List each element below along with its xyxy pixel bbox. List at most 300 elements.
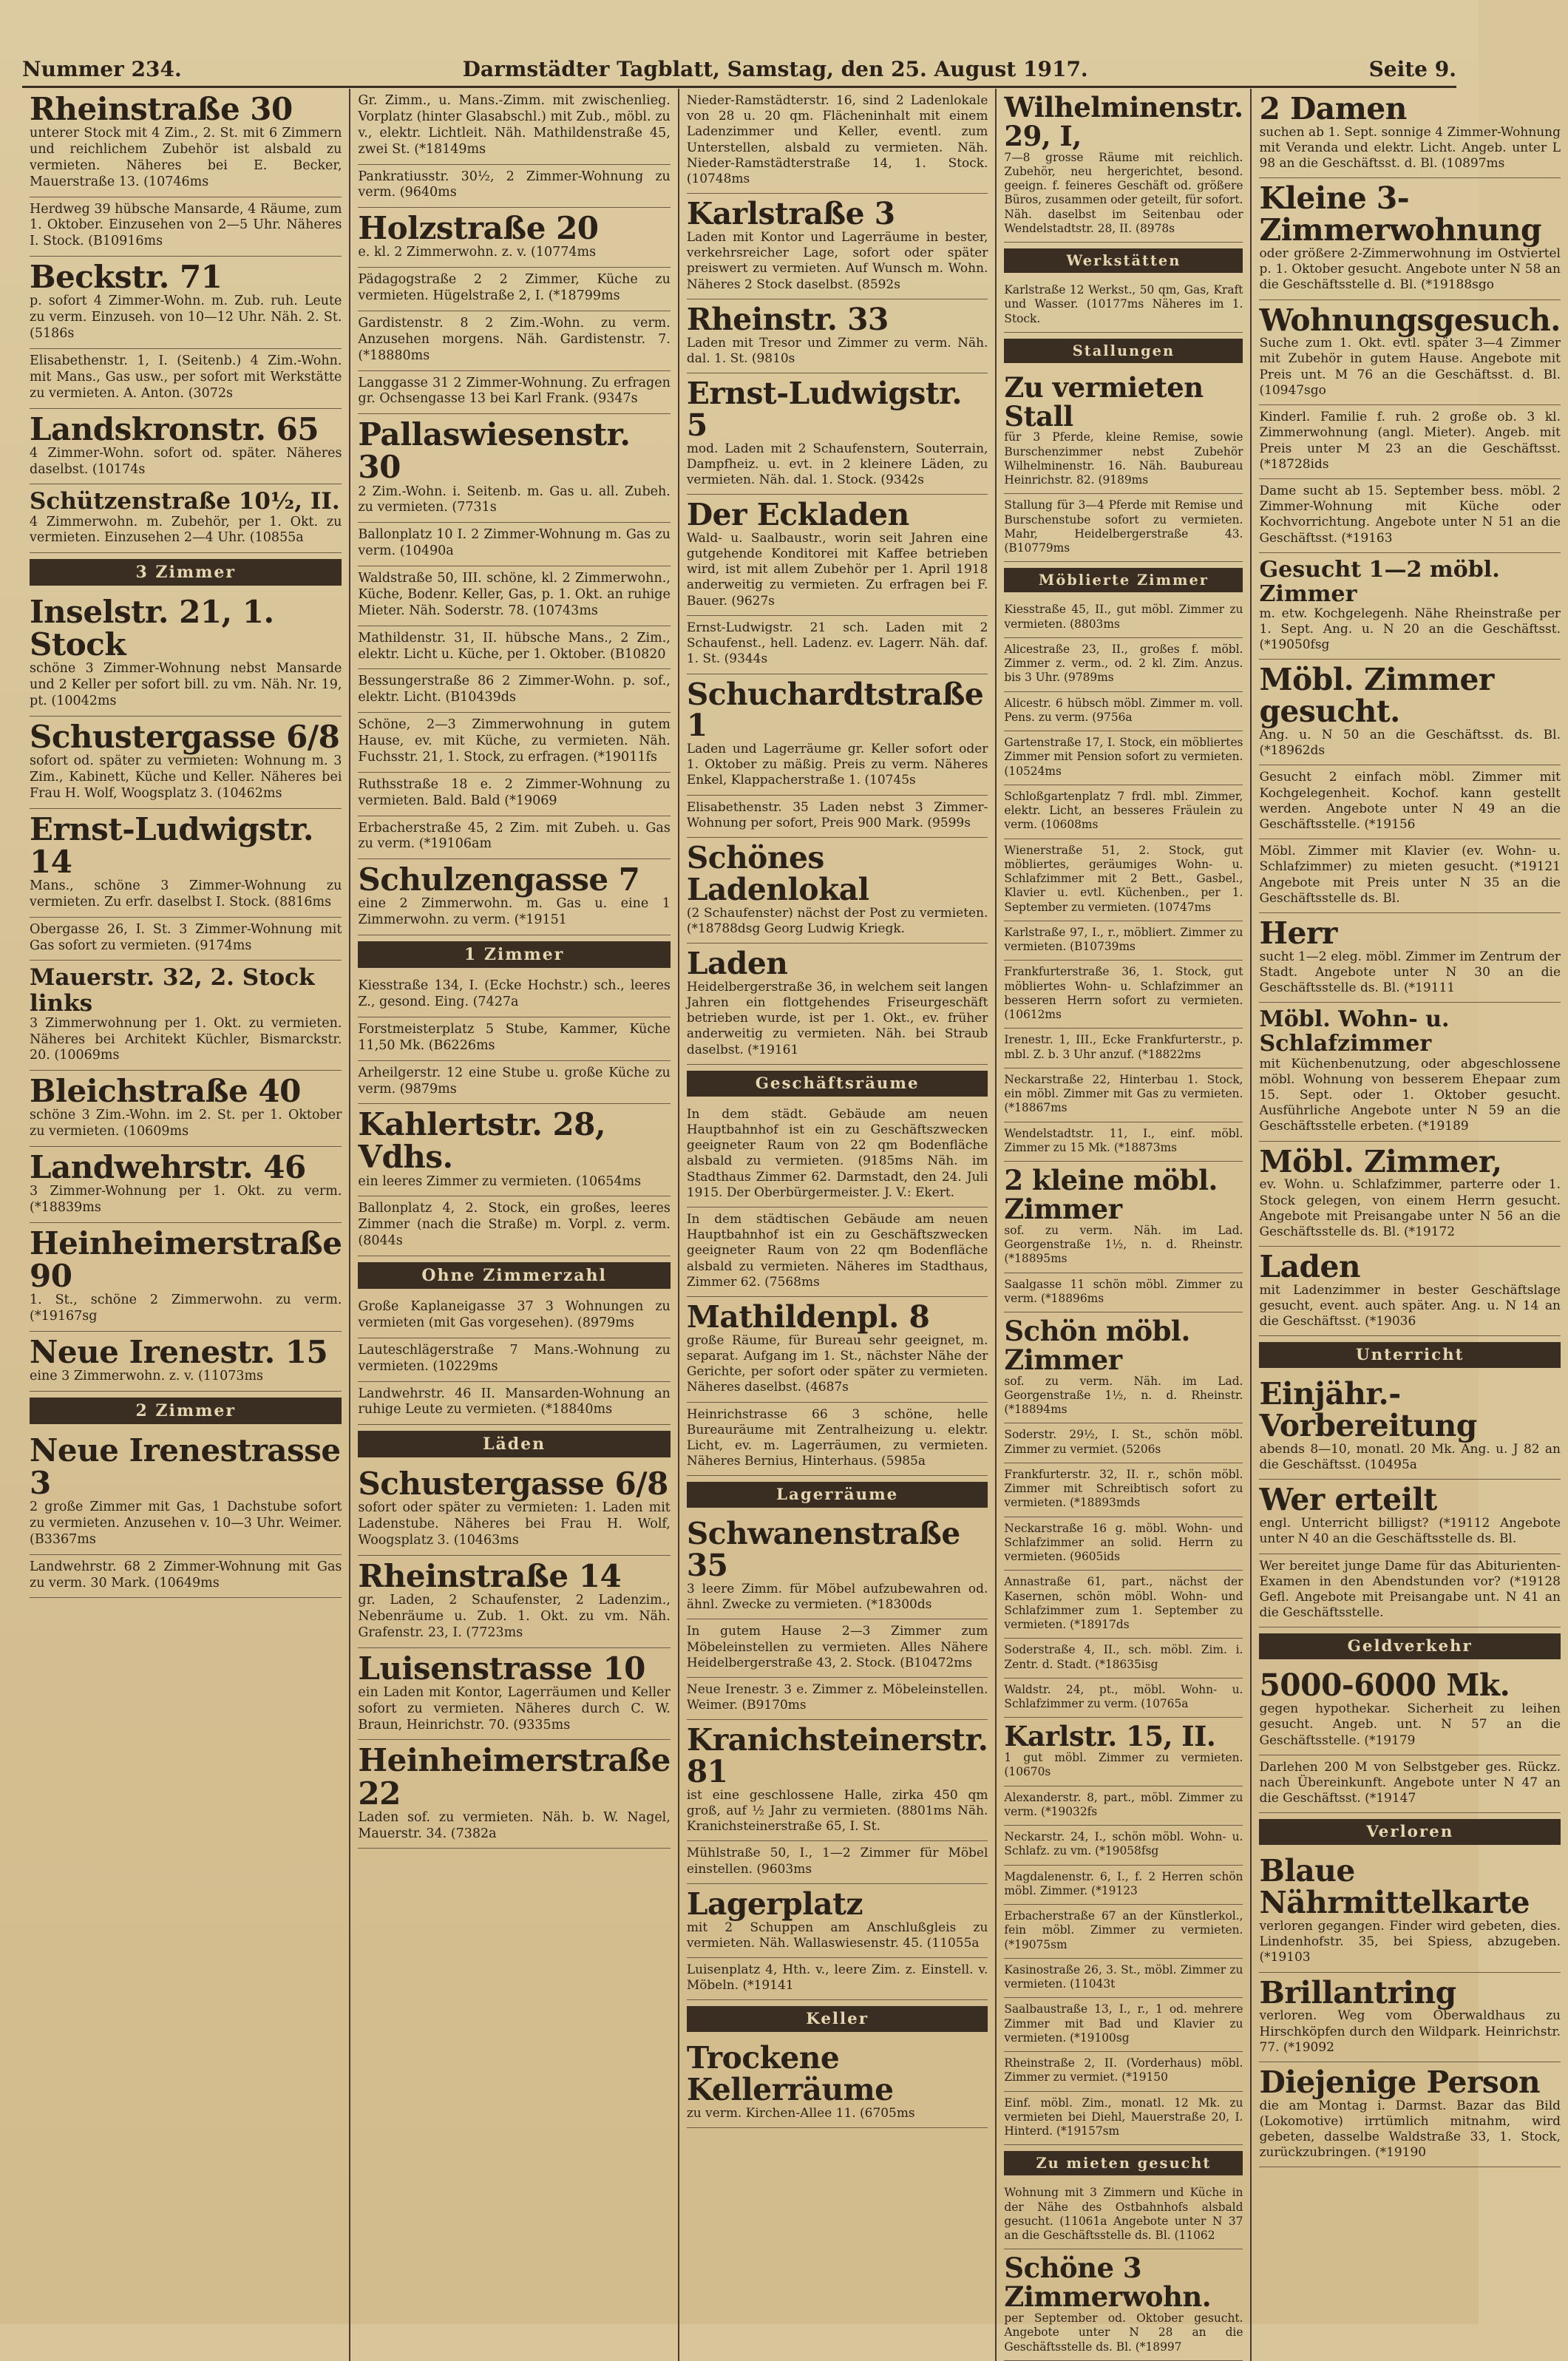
ad-text: Schloßgartenplatz 7 frdl. mbl. Zimmer, elektr. Licht, an besseres Fräulein zu verm. (10608ms bbox=[1004, 789, 1243, 832]
ad-text: Irenestr. 1, III., Ecke Frankfurterstr., p. mbl. Z. b. 3 Uhr anzuf. (*18822ms bbox=[1004, 1033, 1243, 1061]
ad-text: Heinrichstrasse 66 3 schöne, helle Bureauräume mit Zentralheizung u. elektr. Licht, ev. m. Lagerräumen, zu vermieten. Näheres Bernius, Hinterhaus. (5985a bbox=[686, 1406, 988, 1469]
ad-text: 1. St., schöne 2 Zimmerwohn. zu verm. (*19167sg bbox=[30, 1293, 342, 1324]
ad-headline: Schustergasse 6/8 bbox=[358, 1466, 668, 1503]
ad-text: Kiesstraße 45, II., gut möbl. Zimmer zu vermieten. (8803ms bbox=[1004, 603, 1243, 631]
classified-ad bbox=[687, 1841, 988, 1883]
ad-headline: Pallaswiesenstr. 30 bbox=[358, 416, 631, 486]
ad-text: sof. zu verm. Näh. im Lad. Georgenstraße 1½, n. d. Rheinstr. (*18895ms bbox=[1004, 1223, 1243, 1266]
column-2 bbox=[350, 89, 679, 2361]
ad-text: ist eine geschlossene Halle, zirka 450 qm groß, auf ½ Jahr zu vermieten. (8801ms Näh. Kranichsteinerstraße 65, I. St. bbox=[686, 1787, 988, 1835]
ad-headline: Schöne 3 Zimmerwohn. bbox=[1004, 2252, 1212, 2314]
ad-text: Darlehen 200 M von Selbstgeber ges. Rückz. nach Übereinkunft. Angebote unter N 47 an die Geschäftsst. (*19147 bbox=[1259, 1759, 1561, 1806]
ad-text: Forstmeisterplatz 5 Stube, Kammer, Küche 11,50 Mk. (B6226ms bbox=[358, 1021, 671, 1053]
classified-ad bbox=[687, 1619, 988, 1678]
ad-text: Große Kaplaneigasse 37 3 Wohnungen zu vermieten (mit Gas vorgesehen). (8979ms bbox=[358, 1299, 671, 1330]
ad-text: Laden mit Tresor und Zimmer zu verm. Näh. dal. 1. St. (9810s bbox=[686, 335, 988, 366]
ad-headline: Diejenige Person bbox=[1259, 2064, 1541, 2100]
classified-ad bbox=[358, 268, 670, 311]
ad-text: Möbl. Zimmer mit Klavier (ev. Wohn- u. Schlafzimmer) zu mieten gesucht. (*19121 Angebote mit Preis unter N 35 an die Geschäftsstelle ds. Bl. bbox=[1259, 844, 1561, 906]
classified-ad bbox=[1004, 369, 1243, 495]
classified-ad bbox=[687, 495, 988, 616]
classified-ad bbox=[687, 674, 988, 796]
ad-headline: Laden bbox=[686, 945, 788, 981]
ad-text: die am Montag i. Darmst. Bazar das Bild (Lokomotive) irrtümlich mitnahm, wird gebeten, dasselbe Waldstraße 33, 1. Stock, zurückzubringen. (*19190 bbox=[1259, 2098, 1561, 2161]
classified-ad bbox=[687, 1207, 988, 1297]
ad-headline: Mathildenpl. 8 bbox=[686, 1299, 930, 1335]
classified-ad bbox=[358, 859, 670, 935]
classified-ad bbox=[358, 1104, 670, 1196]
classified-ad bbox=[687, 373, 988, 495]
classified-ad bbox=[687, 1884, 988, 1958]
ad-text: Ernst-Ludwigstr. 21 sch. Laden mit 2 Schaufenst., hell. Ladenz. ev. Lagerr. Näh. daf. 1. St. (9344s bbox=[686, 620, 988, 667]
classified-ad bbox=[30, 409, 342, 485]
classified-ad bbox=[1004, 1162, 1243, 1273]
section-header: Läden bbox=[358, 1431, 670, 1457]
classified-ad bbox=[1259, 1247, 1561, 1336]
classified-ad bbox=[1004, 1463, 1243, 1517]
ad-headline: 5000-6000 Mk. bbox=[1259, 1667, 1510, 1704]
ad-headline: Trockene Kellerräume bbox=[686, 2040, 894, 2108]
ad-text: Landwehrstr. 46 II. Mansarden-Wohnung an ruhige Leute zu vermieten. (*18840ms bbox=[358, 1386, 671, 1417]
ad-text: Karlstraße 97, I., r., möbliert. Zimmer zu vermieten. (B10739ms bbox=[1004, 925, 1243, 954]
classified-ad bbox=[1004, 1517, 1243, 1571]
classified-ad bbox=[687, 1958, 988, 2000]
ad-headline: Rheinstr. 33 bbox=[686, 301, 889, 337]
ad-text: Lauteschlägerstraße 7 Mans.-Wohnung zu vermieten. (10229ms bbox=[358, 1342, 671, 1374]
ad-text: 1 gut möbl. Zimmer zu vermieten. (10670s bbox=[1004, 1751, 1243, 1779]
ad-text: ev. Wohn. u. Schlafzimmer, parterre oder 1. Stock gelegen, von einem Herrn gesucht. Angebote mit Preisangabe unter N 56 an die Geschäftsstelle ds. Bl. (*19172 bbox=[1259, 1177, 1561, 1239]
issue-number: Nummer 234. bbox=[22, 57, 182, 81]
classified-ad bbox=[358, 1338, 670, 1382]
ad-headline: Einjähr.-Vorbereitung bbox=[1259, 1376, 1477, 1444]
ad-text: mit Küchenbenutzung, oder abgeschlossene möbl. Wohnung von besserem Ehepaar zum 15. Sept. oder 1. Oktober gesucht. Ausführliche Angebote unter N 59 an die Geschäftsstelle erbeten. (*19189 bbox=[1259, 1056, 1561, 1134]
ad-text: Wald- u. Saalbaustr., worin seit Jahren eine gutgehende Konditorei mit Kaffee betrieben wird, ist mit allem Zubehör per 1. April 1918 anderweitig zu vermieten. Zu erfragen bei F. Bauer. (9627s bbox=[686, 530, 988, 609]
classified-ad bbox=[687, 1720, 988, 1841]
classified-ad bbox=[1259, 2062, 1561, 2168]
ad-text: Soderstr. 29½, I. St., schön möbl. Zimmer zu vermiet. (5206s bbox=[1004, 1428, 1243, 1456]
section-header: 1 Zimmer bbox=[358, 941, 670, 968]
section-header: Lagerräume bbox=[687, 1482, 988, 1508]
ad-text: Mathildenstr. 31, II. hübsche Mans., 2 Zim., elektr. Licht u. Küche, per 1. Oktober. (B10820 bbox=[358, 630, 671, 662]
classified-ad bbox=[1259, 178, 1561, 299]
ad-text: sucht 1—2 eleg. möbl. Zimmer im Zentrum der Stadt. Angebote unter N 30 an die Geschäftsstelle ds. Bl. (*19111 bbox=[1259, 949, 1561, 996]
classified-ad bbox=[1004, 1122, 1243, 1162]
classified-ad bbox=[358, 523, 670, 566]
ad-text: Luisenplatz 4, Hth. v., leere Zim. z. Einstell. v. Möbeln. (*19141 bbox=[686, 1962, 988, 1994]
classified-ad bbox=[1004, 1571, 1243, 1639]
ad-headline: Brillantring bbox=[1259, 1974, 1456, 2011]
classified-ad bbox=[358, 669, 670, 713]
classified-ad bbox=[1004, 1273, 1243, 1313]
ad-headline: Beckstr. 71 bbox=[30, 259, 223, 296]
classified-ad bbox=[30, 349, 342, 409]
ad-text: Landwehrstr. 68 2 Zimmer-Wohnung mit Gas zu verm. 30 Mark. (10649ms bbox=[30, 1559, 342, 1591]
ad-text: Neckarstraße 22, Hinterbau 1. Stock, ein möbl. Zimmer mit Gas zu vermieten. (*18867ms bbox=[1004, 1072, 1243, 1115]
classified-ad bbox=[358, 414, 670, 523]
classified-ad bbox=[30, 918, 342, 961]
classified-ad bbox=[358, 165, 670, 209]
columns bbox=[22, 89, 1561, 2354]
classified-ad bbox=[1004, 598, 1243, 638]
ad-headline: Lagerplatz bbox=[686, 1886, 863, 1922]
ad-text: Suche zum 1. Okt. evtl. später 3—4 Zimmer mit Zubehör in gutem Hause. Angebote mit Preis unt. M 76 an die Geschäftsst. d. Bl. (10947sgo bbox=[1259, 336, 1561, 398]
section-header: 3 Zimmer bbox=[30, 559, 342, 586]
classified-ad bbox=[687, 194, 988, 299]
ad-text: schöne 3 Zim.-Wohn. im 2. St. per 1. Oktober zu vermieten. (10609ms bbox=[30, 1108, 342, 1139]
classified-ad bbox=[1259, 660, 1561, 765]
ad-headline: Rheinstraße 30 bbox=[30, 91, 293, 127]
ad-text: Bessungerstraße 86 2 Zimmer-Wohn. p. sof., elektr. Licht. (B10439ds bbox=[358, 674, 671, 705]
ad-text: Laden und Lagerräume gr. Keller sofort oder 1. Oktober zu mäßig. Preis zu verm. Näheres Enkel, Klappacherstraße 1. (10745s bbox=[686, 742, 988, 788]
ad-headline: Karlstraße 3 bbox=[686, 196, 895, 232]
classified-ad bbox=[358, 1463, 670, 1556]
page-number: Seite 9. bbox=[1368, 57, 1456, 81]
classified-ad bbox=[30, 1147, 342, 1223]
ad-headline: Ernst-Ludwigstr. 14 bbox=[30, 810, 314, 880]
ad-headline: Schwanenstraße 35 bbox=[686, 1516, 960, 1584]
classified-ad bbox=[358, 773, 670, 816]
ad-headline: Wohnungsgesuch. bbox=[1259, 302, 1561, 338]
classified-ad bbox=[358, 311, 670, 371]
classified-ad bbox=[1004, 2052, 1243, 2092]
classified-ad bbox=[30, 717, 342, 809]
ad-text: Ruthsstraße 18 e. 2 Zimmer-Wohnung zu vermieten. Bald. Bald (*19069 bbox=[358, 776, 671, 808]
classified-ad bbox=[358, 713, 670, 773]
ad-text: Elisabethenstr. 35 Laden nebst 3 Zimmer-Wohnung per sofort, Preis 900 Mark. (9599s bbox=[686, 799, 988, 830]
ad-text: Obergasse 26, I. St. 3 Zimmer-Wohnung mit Gas sofort zu vermieten. (9174ms bbox=[30, 921, 342, 953]
ad-text: mod. Laden mit 2 Schaufenstern, Souterrain, Dampfheiz. u. evt. in 2 kleinere Läden, zu vermieten. Näh. dal. 1. Stock. (9342s bbox=[686, 441, 988, 487]
classified-ad bbox=[358, 89, 670, 165]
ad-text: e. kl. 2 Zimmerwohn. z. v. (10774ms bbox=[358, 245, 597, 260]
ad-text: große Räume, für Bureau sehr geeignet, m. separat. Aufgang im 1. St., nächster Nähe der Gerichte, per sofort oder später zu vermieten. Näheres daselbst. (4687s bbox=[686, 1332, 988, 1395]
ad-headline: Schustergasse 6/8 bbox=[30, 719, 340, 756]
ad-headline: 2 kleine möbl. Zimmer bbox=[1004, 1164, 1218, 1225]
ad-text: Wohnung mit 3 Zimmern und Küche in der Nähe des Ostbahnhofs alsbald gesucht. (11061a Angebote unter N 37 an die Geschäftsstelle ds. Bl. (11062 bbox=[1004, 2186, 1243, 2243]
classified-ad bbox=[1004, 2181, 1243, 2249]
ad-headline: Möbl. Wohn- u. Schlafzimmer bbox=[1259, 1006, 1450, 1057]
ad-text: gr. Laden, 2 Schaufenster, 2 Ladenzim., Nebenräume u. Zub. 1. Okt. zu vm. Näh. Grafenstr. 23, I. (7723ms bbox=[358, 1593, 671, 1640]
classified-ad bbox=[687, 616, 988, 674]
ad-headline: Schön möbl. Zimmer bbox=[1004, 1315, 1190, 1376]
ad-text: engl. Unterricht billigst? (*19112 Angebote unter N 40 an die Geschäftsstelle ds. Bl. bbox=[1259, 1516, 1561, 1547]
classified-ad bbox=[358, 1648, 670, 1741]
ad-text: (2 Schaufenster) nächst der Post zu vermieten. (*18788dsg Georg Ludwig Kriegk. bbox=[686, 905, 988, 936]
ad-text: Pankratiusstr. 30½, 2 Zimmer-Wohnung zu verm. (9640ms bbox=[358, 169, 671, 200]
classified-ad bbox=[358, 1556, 670, 1648]
ad-headline: Kahlertstr. 28, Vdhs. bbox=[358, 1106, 606, 1176]
ad-text: Arheilgerstr. 12 eine Stube u. große Küche zu verm. (9879ms bbox=[358, 1065, 671, 1097]
column-1 bbox=[22, 89, 350, 2361]
classified-ad bbox=[1259, 765, 1561, 839]
ad-headline: Schulzengasse 7 bbox=[358, 861, 640, 898]
ad-text: ein leeres Zimmer zu vermieten. (10654ms bbox=[358, 1173, 642, 1189]
ad-headline: Wilhelminenstr. 29, I, bbox=[1004, 91, 1243, 152]
classified-ad bbox=[1004, 494, 1243, 562]
classified-ad bbox=[30, 1555, 342, 1599]
classified-ad bbox=[358, 1017, 670, 1061]
ad-headline: Landwehrstr. 46 bbox=[30, 1149, 306, 1186]
ad-text: ein Laden mit Kontor, Lagerräumen und Keller sofort zu vermieten. Näheres durch C. W. Braun, Heinrichstr. 70. (9335ms bbox=[358, 1684, 671, 1732]
ad-text: sofort oder später zu vermieten: 1. Laden mit Ladenstube. Näheres bei Frau H. Wolf, Woogsplatz 3. (10463ms bbox=[358, 1500, 671, 1548]
ad-text: Waldstraße 50, III. schöne, kl. 2 Zimmerwohn., Küche, Bodenr. Keller, Gas, p. 1. Okt. an ruhige Mieter. Näh. Soderstr. 78. (10743ms bbox=[358, 571, 671, 618]
classified-ad bbox=[1004, 1639, 1243, 1679]
classified-ad bbox=[1259, 479, 1561, 553]
ad-text: Karlstraße 12 Werkst., 50 qm, Gas, Kraft und Wasser. (10177ms Näheres im 1. Stock. bbox=[1004, 283, 1243, 325]
classified-ad bbox=[30, 961, 342, 1071]
ad-text: Erbacherstraße 67 an der Künstlerkol., fein möbl. Zimmer zu vermieten. (*19075sm bbox=[1004, 1909, 1243, 1951]
ad-text: sofort od. später zu vermieten: Wohnung m. 3 Zim., Kabinett, Küche und Keller. Näheres bei Frau H. Wolf, Woogsplatz 3. (10462ms bbox=[30, 753, 342, 801]
ad-text: 2 große Zimmer mit Gas, 1 Dachstube sofort zu vermieten. Anzusehen v. 10—3 Uhr. Weimer. (B3367ms bbox=[30, 1500, 342, 1547]
ad-headline: Neue Irenestrasse 3 bbox=[30, 1432, 341, 1501]
ad-text: Saalgasse 11 schön möbl. Zimmer zu verm. (*18896ms bbox=[1004, 1277, 1243, 1305]
classified-ad bbox=[1004, 1312, 1243, 1423]
classified-ad bbox=[1004, 2249, 1243, 2360]
ad-text: suchen ab 1. Sept. sonnige 4 Zimmer-Wohnung mit Veranda und elektr. Licht. Angeb. unter L 98 an die Geschäftsst. d. Bl. (10897ms bbox=[1259, 124, 1561, 172]
ad-text: Nieder-Ramstädterstr. 16, sind 2 Ladenlokale von 28 u. 20 qm. Flächeninhalt mit einem Ladenzimmer und Keller, eventl. zum Unterstellen, alsbald zu vermieten. Näh. Nieder-Ramstädterstraße 14, 1. Stock. (10748ms bbox=[686, 93, 988, 187]
ad-text: Wendelstadtstr. 11, I., einf. möbl. Zimmer zu 15 Mk. (*18873ms bbox=[1004, 1126, 1243, 1154]
classified-ad bbox=[1004, 961, 1243, 1029]
ad-text: Erbacherstraße 45, 2 Zim. mit Zubeh. u. Gas zu verm. (*19106am bbox=[358, 820, 671, 852]
classified-ad bbox=[30, 1071, 342, 1147]
classified-ad bbox=[1259, 1665, 1561, 1755]
classified-ad bbox=[1259, 1851, 1561, 1972]
classified-ad bbox=[30, 809, 342, 918]
classified-ad bbox=[1259, 300, 1561, 406]
ad-headline: Mauerstr. 32, 2. Stock links bbox=[30, 964, 315, 1017]
ad-text: Schöne, 2—3 Zimmerwohnung in gutem Hause, ev. mit Küche, zu vermieten. Näh. Fuchsstr. 21, 1. Stock, zu erfragen. (*19011fs bbox=[358, 717, 671, 765]
classified-ad bbox=[30, 257, 342, 349]
ad-headline: Schuchardtstraße 1 bbox=[686, 676, 984, 744]
ad-text: 3 Zimmer-Wohnung per 1. Okt. zu verm. (*18839ms bbox=[30, 1184, 342, 1216]
section-header: Stallungen bbox=[1004, 339, 1243, 363]
ad-text: oder größere 2-Zimmerwohnung im Ostviertel p. 1. Oktober gesucht. Angebote unter N 58 an die Geschäftsstelle d. Bl. (*19188sgo bbox=[1259, 245, 1561, 293]
ad-headline: Laden bbox=[1259, 1249, 1361, 1285]
ad-headline: 2 Damen bbox=[1259, 91, 1407, 126]
ad-text: Gesucht 2 einfach möbl. Zimmer mit Kochgelegenheit. Kochof. kann gestellt werden. Angebote unter N 49 an die Geschäftsstelle. (*19156 bbox=[1259, 770, 1561, 832]
ad-text: Annastraße 61, part., nächst der Kasernen, schön möbl. Wohn- und Schlafzimmer zum 1. September zu vermieten. (*18917ds bbox=[1004, 1575, 1243, 1632]
ad-headline: Schützenstraße 10½, II. bbox=[30, 488, 340, 515]
ad-text: Saalbaustraße 13, I., r., 1 od. mehrere Zimmer mit Bad und Klavier zu vermieten. (*19100sg bbox=[1004, 2002, 1243, 2045]
ad-headline: Der Eckladen bbox=[686, 497, 909, 533]
ad-headline: Heinheimerstraße 90 bbox=[30, 1224, 342, 1295]
ad-text: unterer Stock mit 4 Zim., 2. St. mit 6 Zimmern und reichlichem Zubehör ist alsbald zu vermieten. Näheres bei E. Becker, Mauerstraße 13. (10746ms bbox=[30, 126, 342, 189]
ad-headline: Herr bbox=[1259, 915, 1337, 952]
ad-text: Waldstr. 24, pt., möbl. Wohn- u. Schlafzimmer zu verm. (10765a bbox=[1004, 1682, 1243, 1711]
ad-text: Kinderl. Familie f. ruh. 2 große ob. 3 kl. Zimmerwohnung (angl. Mieter). Angeb. mit Preis unter M 23 an die Geschäftsst. (*18728ids bbox=[1259, 410, 1561, 472]
classified-ad bbox=[1004, 638, 1243, 692]
column-4 bbox=[997, 89, 1252, 2361]
classified-ad bbox=[1259, 1554, 1561, 1628]
classified-ad bbox=[1004, 1905, 1243, 1959]
ad-text: Herdweg 39 hübsche Mansarde, 4 Räume, zum 1. Oktober. Einzusehen von 2—5 Uhr. Näheres I. Stock. (B10916ms bbox=[30, 201, 342, 249]
ad-text: mit 2 Schuppen am Anschlußgleis zu vermieten. Näh. Wallaswiesenstr. 45. (11055a bbox=[686, 1920, 988, 1951]
classified-ad bbox=[1004, 839, 1243, 921]
ad-text: eine 2 Zimmerwohn. m. Gas u. eine 1 Zimmerwohn. zu verm. (*19151 bbox=[358, 896, 671, 928]
ad-headline: Inselstr. 21, 1. Stock bbox=[30, 594, 274, 663]
classified-ad bbox=[358, 1295, 670, 1338]
ad-headline: Möbl. Zimmer gesucht. bbox=[1259, 662, 1494, 730]
ad-text: Soderstraße 4, II., sch. möbl. Zim. i. Zentr. d. Stadt. (*18635isg bbox=[1004, 1643, 1243, 1671]
ad-text: Alexanderstr. 8, part., möbl. Zimmer zu verm. (*19032fs bbox=[1004, 1790, 1243, 1818]
classified-ad bbox=[1004, 921, 1243, 961]
classified-ad bbox=[1004, 1959, 1243, 1999]
classified-ad bbox=[687, 89, 988, 194]
classified-ad bbox=[687, 1297, 988, 1403]
section-header: 2 Zimmer bbox=[30, 1398, 342, 1424]
classified-ad bbox=[1259, 89, 1561, 178]
section-header: Möblierte Zimmer bbox=[1004, 568, 1243, 592]
classified-ad bbox=[1004, 89, 1243, 243]
ad-headline: Kleine 3-Zimmerwohnung bbox=[1259, 180, 1541, 248]
ad-headline: Holzstraße 20 bbox=[358, 210, 599, 247]
section-header: Geldverkehr bbox=[1259, 1633, 1561, 1659]
ad-headline: Karlstr. 15, II. bbox=[1004, 1720, 1216, 1753]
ad-text: Stallung für 3—4 Pferde mit Remise und Burschenstube sofort zu vermieten. Mahr, Heidelbergerstraße 43. (B10779ms bbox=[1004, 498, 1243, 555]
classified-ad bbox=[1004, 692, 1243, 732]
classified-ad bbox=[1004, 731, 1243, 785]
ad-headline: Rheinstraße 14 bbox=[358, 1558, 622, 1595]
ad-text: Rheinstraße 2, II. (Vorderhaus) möbl. Zimmer zu vermiet. (*19150 bbox=[1004, 2056, 1243, 2084]
ad-headline: Kranichsteinerstr. 81 bbox=[686, 1722, 988, 1790]
ad-text: Gr. Zimm., u. Mans.-Zimm. mit zwischenlieg. Vorplatz (hinter Glasabschl.) mit Zub., möbl. zu v., elektr. Lichtleit. Näh. Mathildenstraße 45, zwei St. (*18149ms bbox=[358, 93, 671, 157]
classified-ad bbox=[358, 566, 670, 626]
ad-text: Frankfurterstr. 32, II. r., schön möbl. Zimmer mit Schreibtisch sofort zu vermieten. (*18893mds bbox=[1004, 1467, 1243, 1510]
ad-text: Ballonplatz 10 I. 2 Zimmer-Wohnung m. Gas zu verm. (10490a bbox=[358, 527, 671, 559]
ad-text: Magdalenenstr. 6, I., f. 2 Herren schön möbl. Zimmer. (*19123 bbox=[1004, 1869, 1243, 1897]
classified-ad bbox=[358, 1740, 670, 1849]
ad-text: Pädagogstraße 2 2 Zimmer, Küche zu vermieten. Hügelstraße 2, I. (*18799ms bbox=[358, 272, 671, 304]
classified-ad bbox=[358, 1061, 670, 1105]
classified-ad bbox=[30, 1332, 342, 1392]
classified-ad bbox=[1004, 785, 1243, 839]
ad-headline: Zu vermieten Stall bbox=[1004, 370, 1204, 433]
ad-text: Ballonplatz 4, 2. Stock, ein großes, leeres Zimmer (nach die Straße) m. Vorpl. z. verm. (8044s bbox=[358, 1201, 671, 1249]
classified-ad bbox=[687, 944, 988, 1065]
classified-ad bbox=[358, 371, 670, 415]
column-3 bbox=[679, 89, 997, 2361]
ad-text: In dem städtischen Gebäude am neuen Hauptbahnhof ist ein zu Geschäftszwecken geeigneter Raum von 22 qm Bodenfläche alsbald zu vermieten. Näheres im Stadthaus, Zimmer 62. (7568ms bbox=[686, 1211, 988, 1290]
classified-ad bbox=[1259, 839, 1561, 913]
ad-headline: Landskronstr. 65 bbox=[30, 410, 319, 447]
newspaper-title: Darmstädter Tagblatt, Samstag, den 25. August 1917. bbox=[462, 57, 1088, 81]
ad-headline: Möbl. Zimmer, bbox=[1259, 1143, 1502, 1179]
classified-ad bbox=[1259, 553, 1561, 660]
classified-ad bbox=[1259, 1142, 1561, 1247]
section-header: Unterricht bbox=[1259, 1342, 1561, 1368]
section-header: Verloren bbox=[1259, 1819, 1561, 1845]
ad-text: Elisabethenstr. 1, I. (Seitenb.) 4 Zim.-Wohn. mit Mans., Gas usw., per sofort mit Werkstätte zu vermieten. A. Anton. (3072s bbox=[30, 353, 342, 401]
classified-ad bbox=[30, 197, 342, 257]
classified-ad bbox=[1004, 1718, 1243, 1786]
column-5 bbox=[1252, 89, 1568, 2361]
ad-text: für 3 Pferde, kleine Remise, sowie Burschenzimmer nebst Zubehör Wilhelminenstr. 16. Näh. Baubureau Heinrichstr. 82. (9189ms bbox=[1004, 430, 1243, 487]
ad-text: Neckarstr. 24, I., schön möbl. Wohn- u. Schlafz. zu vm. (*19058fsg bbox=[1004, 1830, 1243, 1858]
ad-text: abends 8—10, monatl. 20 Mk. Ang. u. J 82 an die Geschäftsst. (10495a bbox=[1259, 1442, 1561, 1473]
ad-text: schöne 3 Zimmer-Wohnung nebst Mansarde und 2 Keller per sofort bill. zu vm. Näh. Nr. 19, pt. (10042ms bbox=[30, 661, 342, 709]
classified-ad bbox=[687, 1514, 988, 1619]
ad-text: p. sofort 4 Zimmer-Wohn. m. Zub. ruh. Leute zu verm. Einzuseh. von 10—12 Uhr. Näh. 2. St. (5186s bbox=[30, 294, 342, 342]
ad-headline: Wer erteilt bbox=[1259, 1482, 1437, 1518]
ad-headline: Luisenstrasse 10 bbox=[358, 1650, 645, 1687]
ad-text: 7—8 grosse Räume mit reichlich. Zubehör, neu hergerichtet, besond. geeign. f. feineres Geschäft od. größere Büros, zusammen oder geteilt, für sofort. Näh. daselbst im Seitenbau oder Wendelstadtstr. 28, II. (8978s bbox=[1004, 150, 1243, 235]
section-header: Werkstätten bbox=[1004, 248, 1243, 273]
ad-text: sof. zu verm. Näh. im Lad. Georgenstraße 1½, n. d. Rheinstr. (*18894ms bbox=[1004, 1374, 1243, 1417]
classified-ad bbox=[687, 1403, 988, 1477]
ad-headline: Gesucht 1—2 möbl. Zimmer bbox=[1259, 556, 1500, 607]
ad-text: In dem städt. Gebäude am neuen Hauptbahnhof ist ein zu Geschäftszwecken geeigneter Raum von 22 qm Bodenfläche alsbald zu vermieten. (9185ms Näh. im Stadthaus Zimmer 62. Darmstadt, den 24. Juli 1915. Der Oberbürgermeister. J. V.: Ekert. bbox=[686, 1106, 988, 1200]
ad-text: 2 Zim.-Wohn. i. Seitenb. m. Gas u. all. Zubeh. zu vermieten. (7731s bbox=[358, 484, 671, 515]
ad-text: Dame sucht ab 15. September bess. möbl. 2 Zimmer-Wohnung mit Küche oder Kochvorrichtung. Angebote unter N 51 an die Geschäftsst. (*19163 bbox=[1259, 483, 1561, 546]
classified-ad bbox=[687, 1678, 988, 1720]
ad-text: zu verm. Kirchen-Allee 11. (6705ms bbox=[686, 2106, 915, 2121]
ad-text: Frankfurterstraße 36, 1. Stock, gut möbliertes Wohn- u. Schlafzimmer an besseren Herrn sofort zu vermieten. (10612ms bbox=[1004, 965, 1243, 1022]
section-header: Geschäftsräume bbox=[687, 1071, 988, 1097]
ad-text: verloren gegangen. Finder wird gebeten, dies. Lindenhofstr. 35, bei Spiess, abzugeben. (*19103 bbox=[1259, 1918, 1561, 1965]
classified-ad bbox=[1259, 913, 1561, 1003]
classified-ad bbox=[358, 208, 670, 268]
classified-ad bbox=[358, 626, 670, 670]
classified-ad bbox=[30, 89, 342, 197]
ad-text: Kasinostraße 26, 3. St., möbl. Zimmer zu vermieten. (11043t bbox=[1004, 1962, 1243, 1991]
classified-ad bbox=[1259, 1003, 1561, 1141]
classified-ad bbox=[30, 484, 342, 553]
ad-text: eine 3 Zimmerwohn. z. v. (11073ms bbox=[30, 1369, 264, 1383]
classified-ad bbox=[358, 1382, 670, 1426]
classified-ad bbox=[1004, 1029, 1243, 1068]
ad-text: 4 Zimmerwohn. m. Zubehör, per 1. Okt. zu vermieten. Einzusehen 2—4 Uhr. (10855a bbox=[30, 514, 342, 546]
classified-ad bbox=[1004, 2092, 1243, 2146]
classified-ad bbox=[1259, 1973, 1561, 2062]
section-header: Ohne Zimmerzahl bbox=[358, 1262, 670, 1289]
section-header: Keller bbox=[687, 2006, 988, 2032]
ad-headline: Heinheimerstraße 22 bbox=[358, 1742, 671, 1812]
classified-ad bbox=[1259, 1374, 1561, 1480]
ad-text: Neue Irenestr. 3 e. Zimmer z. Möbeleinstellen. Weimer. (B9170ms bbox=[686, 1681, 988, 1713]
classified-ad bbox=[1004, 1786, 1243, 1826]
classified-ad bbox=[687, 2038, 988, 2128]
ad-text: mit Ladenzimmer in bester Geschäftslage gesucht, event. auch später. Ang. u. N 14 an die Geschäftsst. (*19036 bbox=[1259, 1282, 1561, 1329]
ad-text: Gardistenstr. 8 2 Zim.-Wohn. zu verm. Anzusehen morgens. Näh. Gardistenstr. 7. (*18880ms bbox=[358, 315, 671, 363]
ad-text: Neckarstraße 16 g. möbl. Wohn- und Schlafzimmer an solid. Herrn zu vermieten. (9605ids bbox=[1004, 1521, 1243, 1564]
ad-text: Mühlstraße 50, I., 1—2 Zimmer für Möbel einstellen. (9603ms bbox=[686, 1846, 988, 1877]
classified-ad bbox=[30, 1430, 342, 1555]
ad-headline: Schönes Ladenlokal bbox=[686, 840, 869, 907]
ad-text: Wer bereitet junge Dame für das Abiturienten-Examen in den Abendstunden vor? (*19128 Gefl. Angebote mit Preisangabe unt. N 41 an die Geschäftsstelle. bbox=[1259, 1558, 1561, 1621]
ad-text: verloren. Weg vom Oberwaldhaus zu Hirschköpfen durch den Wildpark. Heinrichstr. 77. (*19092 bbox=[1259, 2008, 1561, 2055]
masthead bbox=[22, 30, 1456, 88]
ad-headline: Bleichstraße 40 bbox=[30, 1073, 301, 1110]
classified-ad bbox=[358, 1196, 670, 1256]
classified-ad bbox=[30, 1223, 342, 1332]
classified-ad bbox=[687, 1102, 988, 1207]
classified-ad bbox=[687, 299, 988, 373]
classified-ad bbox=[1004, 1679, 1243, 1718]
ad-text: Heidelbergerstraße 36, in welchem seit langen Jahren ein flottgehendes Friseurgeschäft betrieben wurde, ist per 1. Okt., ev. früher anderweitig zu vermieten. Näh. bei Straub daselbst. (*19161 bbox=[686, 979, 988, 1057]
classified-ad bbox=[1004, 1998, 1243, 2052]
section-header: Zu mieten gesucht bbox=[1004, 2151, 1243, 2175]
ad-text: Alicestr. 6 hübsch möbl. Zimmer m. voll. Pens. zu verm. (9756a bbox=[1004, 696, 1243, 724]
ad-text: Alicestraße 23, II., großes f. möbl. Zimmer z. verm., od. 2 kl. Zim. Anzus. bis 3 Uhr. (9789ms bbox=[1004, 642, 1243, 685]
classified-ad bbox=[1259, 405, 1561, 479]
ad-text: gegen hypothekar. Sicherheit zu leihen gesucht. Angeb. unt. N 57 an die Geschäftsstelle. (*19179 bbox=[1259, 1701, 1561, 1748]
ad-text: In gutem Hause 2—3 Zimmer zum Möbeleinstellen zu vermieten. Alles Nähere Heidelbergerstraße 43, 2. Stock. (B10472ms bbox=[686, 1624, 988, 1670]
ad-headline: Blaue Nährmittelkarte bbox=[1259, 1853, 1530, 1921]
ad-text: per September od. Oktober gesucht. Angebote unter N 28 an die Geschäftsstelle ds. Bl. (*18997 bbox=[1004, 2311, 1243, 2354]
classified-ad bbox=[1004, 1423, 1243, 1463]
classified-ad bbox=[687, 838, 988, 944]
classified-ad bbox=[358, 816, 670, 860]
ad-text: 4 Zimmer-Wohn. sofort od. später. Näheres daselbst. (10174s bbox=[30, 445, 342, 477]
